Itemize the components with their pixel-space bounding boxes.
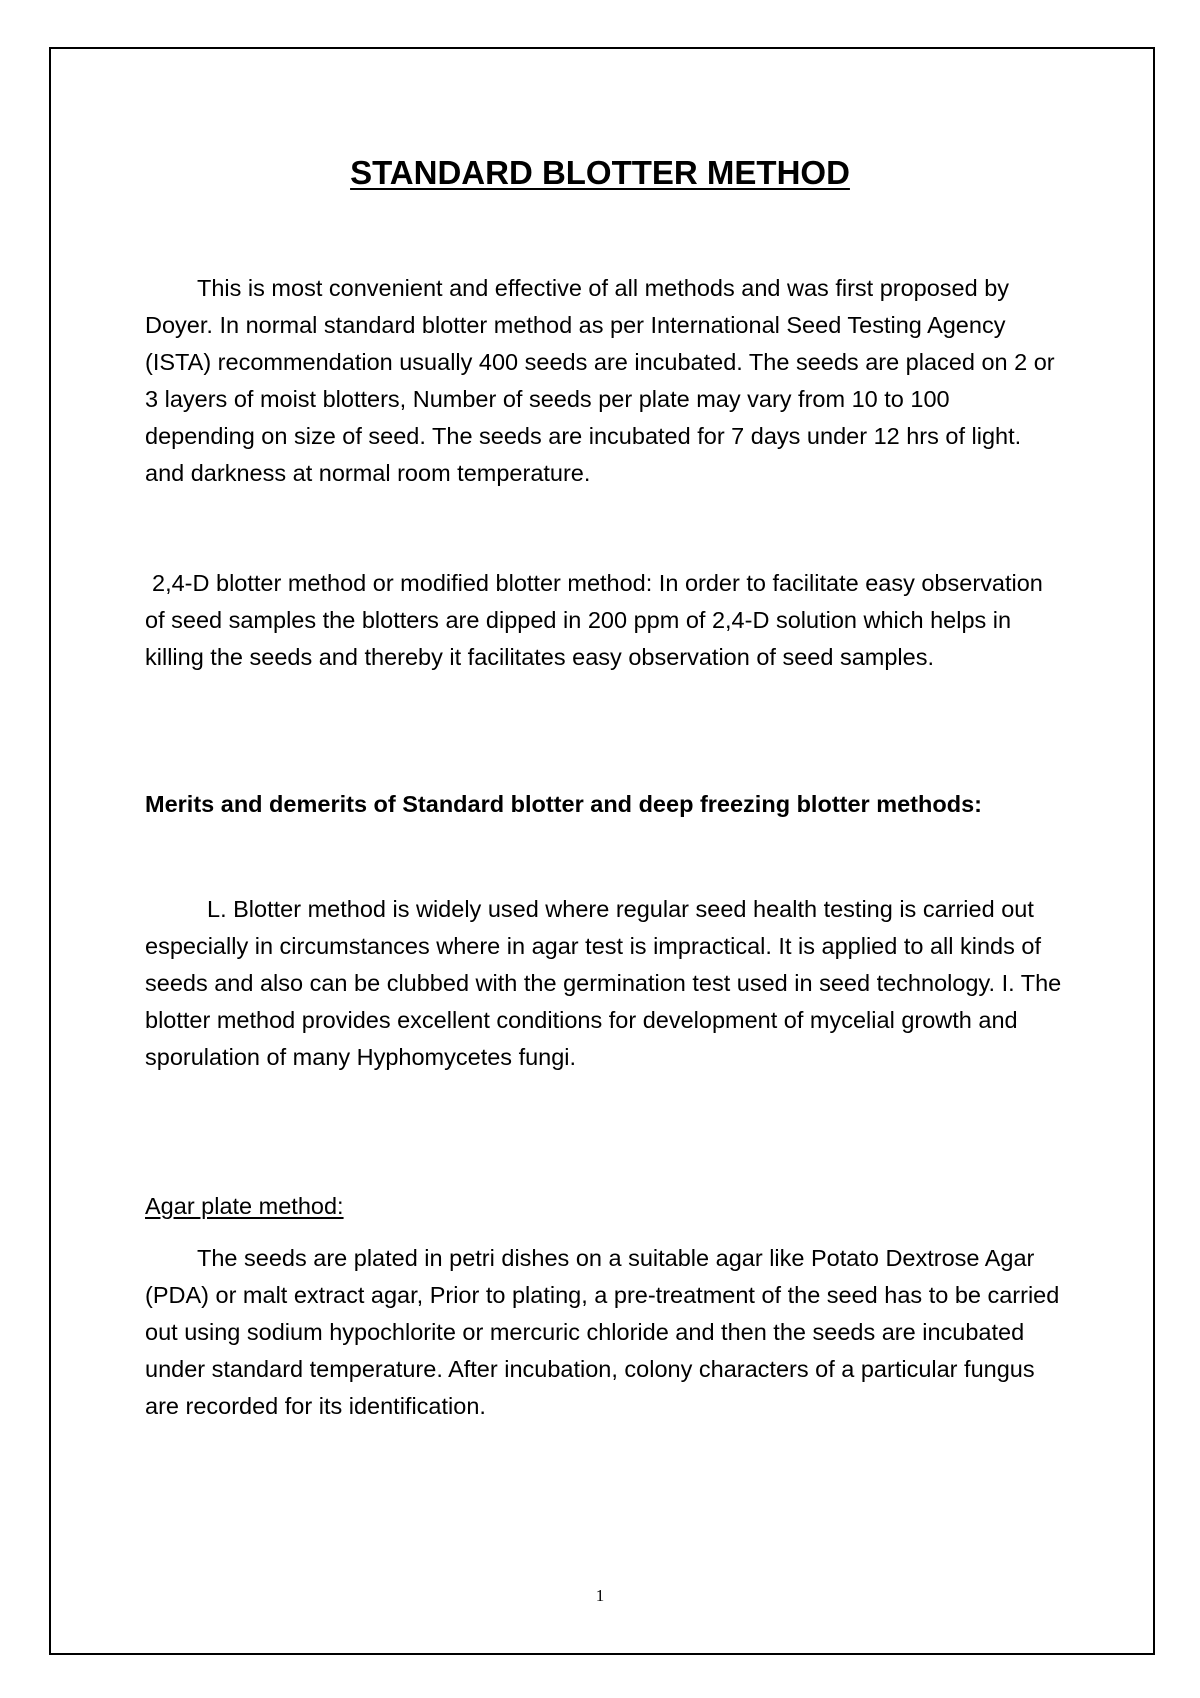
paragraph-merits: L. Blotter method is widely used where regular seed health testing is carried out especially in circumstances where in agar test is impractical. It is applied to all kinds of seeds and also can be clubbed with the germination test used in seed technology. I. The blotter method provides excellent conditions for development of mycelial growth and sporulation of many Hyphomycetes fungi. — [145, 896, 1062, 1070]
merits-heading: Merits and demerits of Standard blotter and deep freezing blotter methods: — [145, 791, 982, 817]
paragraph-agar-plate: The seeds are plated in petri dishes on a suitable agar like Potato Dextrose Agar (PDA) or malt extract agar, Prior to plating, a pre-treatment of the seed has to be carried out using sodium hypochlorite or mercuric chloride and then the seeds are incubated under standard temperature. After incubation, colony characters of a particular fungus are recorded for its identification. — [145, 1245, 1060, 1419]
paragraph-modified-blotter: 2,4-D blotter method or modified blotter method: In order to facilitate easy observation of seed samples the blotters are dipped in 200 ppm of 2,4-D solution which helps in killing the seeds and thereby it facilitates easy observation of seed samples. — [145, 570, 1043, 670]
agar-plate-heading: Agar plate method: — [145, 1193, 344, 1219]
paragraph-standard-blotter: This is most convenient and effective of all methods and was first proposed by Doyer. In normal standard blotter method as per International Seed Testing Agency (ISTA) recommendation usually 400 seeds are incubated. The seeds are placed on 2 or 3 layers of moist blotters, Number of seeds per plate may vary from 10 to 100 depending on size of seed. The seeds are incubated for 7 days under 12 hrs of light. and darkness at normal room temperature. — [145, 275, 1055, 486]
page-number: 1 — [595, 1586, 605, 1605]
document-title: STANDARD BLOTTER METHOD — [350, 154, 850, 191]
